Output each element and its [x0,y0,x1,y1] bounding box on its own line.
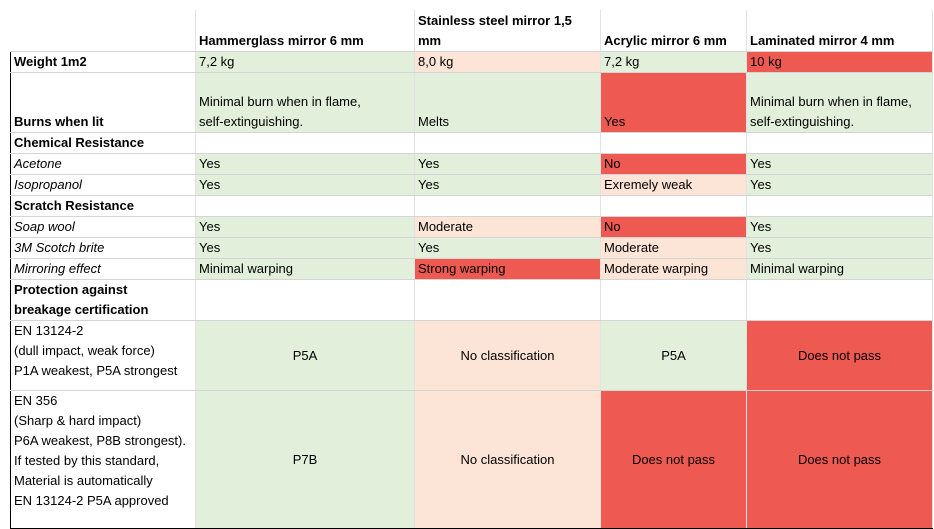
table-row-weight [11,52,933,73]
row-label[interactable]: Isopropanol [11,175,196,196]
table-cell[interactable] [196,196,415,217]
table-cell[interactable] [747,280,933,321]
table-cell[interactable]: Melts [415,73,601,133]
table-cell[interactable]: Yes [415,154,601,175]
row-label[interactable]: EN 356 (Sharp & hard impact) P6A weakest, P8B strongest). If tested by this standard, Material is automatically EN 13124-2 P5A approved [11,391,196,529]
table-cell[interactable]: Yes [196,175,415,196]
table-cell[interactable]: Yes [415,238,601,259]
table-cell[interactable]: 7,2 kg [601,52,747,73]
table-cell[interactable] [747,133,933,154]
table-cell[interactable] [196,280,415,321]
row-label[interactable]: Acetone [11,154,196,175]
header-laminated[interactable]: Laminated mirror 4 mm [747,11,933,52]
table-cell[interactable]: Does not pass [747,391,933,529]
table-cell[interactable]: Minimal warping [747,259,933,280]
section-label[interactable]: Scratch Resistance [11,196,196,217]
table-row-en13124 [11,321,933,391]
table-row-mirroring-effect [11,259,933,280]
table-cell[interactable]: Yes [747,217,933,238]
table-cell[interactable]: Yes [196,238,415,259]
table-cell[interactable]: Minimal burn when in flame, self-extinguishing. [747,73,933,133]
table-cell[interactable] [601,196,747,217]
header-hammerglass[interactable]: Hammerglass mirror 6 mm [196,11,415,52]
header-cell-empty[interactable] [11,11,196,52]
table-cell[interactable]: 8,0 kg [415,52,601,73]
table-cell[interactable]: Does not pass [747,321,933,391]
row-label[interactable]: Soap wool [11,217,196,238]
table-cell[interactable]: 10 kg [747,52,933,73]
table-cell[interactable]: No classification [415,391,601,529]
table-cell[interactable] [196,133,415,154]
table-cell[interactable]: No classification [415,321,601,391]
table-cell[interactable]: Yes [601,73,747,133]
table-cell[interactable]: Moderate warping [601,259,747,280]
table-cell[interactable]: P7B [196,391,415,529]
table-cell[interactable] [601,280,747,321]
table-cell[interactable] [601,133,747,154]
header-row [11,11,933,52]
table-cell[interactable]: Moderate [601,238,747,259]
table-cell[interactable]: P5A [601,321,747,391]
table-cell[interactable]: Yes [747,154,933,175]
table-cell[interactable] [415,280,601,321]
row-label[interactable]: Mirroring effect [11,259,196,280]
table-cell[interactable]: Yes [747,175,933,196]
table-row-burns [11,73,933,133]
table-cell[interactable]: Minimal burn when in flame, self-extinguishing. [196,73,415,133]
section-label[interactable]: Chemical Resistance [11,133,196,154]
table-row-isopropanol [11,175,933,196]
table-cell[interactable]: No [601,217,747,238]
comparison-table [10,10,933,529]
table-cell[interactable]: P5A [196,321,415,391]
section-chemical-resistance [11,133,933,154]
table-cell[interactable]: Minimal warping [196,259,415,280]
table-cell[interactable]: Does not pass [601,391,747,529]
header-acrylic[interactable]: Acrylic mirror 6 mm [601,11,747,52]
row-label[interactable]: Weight 1m2 [11,52,196,73]
table-cell[interactable]: Yes [196,154,415,175]
section-label[interactable]: Protection against breakage certification [11,280,196,321]
table-cell[interactable]: Yes [415,175,601,196]
table-cell[interactable] [747,196,933,217]
table-row-scotch-brite [11,238,933,259]
table-cell[interactable] [415,196,601,217]
table-cell[interactable]: Exremely weak [601,175,747,196]
table-row-acetone [11,154,933,175]
table-cell[interactable]: Strong warping [415,259,601,280]
section-breakage-certification [11,280,933,321]
table-row-soap-wool [11,217,933,238]
header-stainless[interactable]: Stainless steel mirror 1,5 mm [415,11,601,52]
table-cell[interactable]: Moderate [415,217,601,238]
table-cell[interactable]: No [601,154,747,175]
table-cell[interactable]: Yes [196,217,415,238]
table-cell[interactable]: Yes [747,238,933,259]
table-cell[interactable] [415,133,601,154]
section-scratch-resistance [11,196,933,217]
row-label[interactable]: 3M Scotch brite [11,238,196,259]
row-label[interactable]: Burns when lit [11,73,196,133]
row-label[interactable]: EN 13124-2 (dull impact, weak force) P1A weakest, P5A strongest [11,321,196,391]
table-cell[interactable]: 7,2 kg [196,52,415,73]
